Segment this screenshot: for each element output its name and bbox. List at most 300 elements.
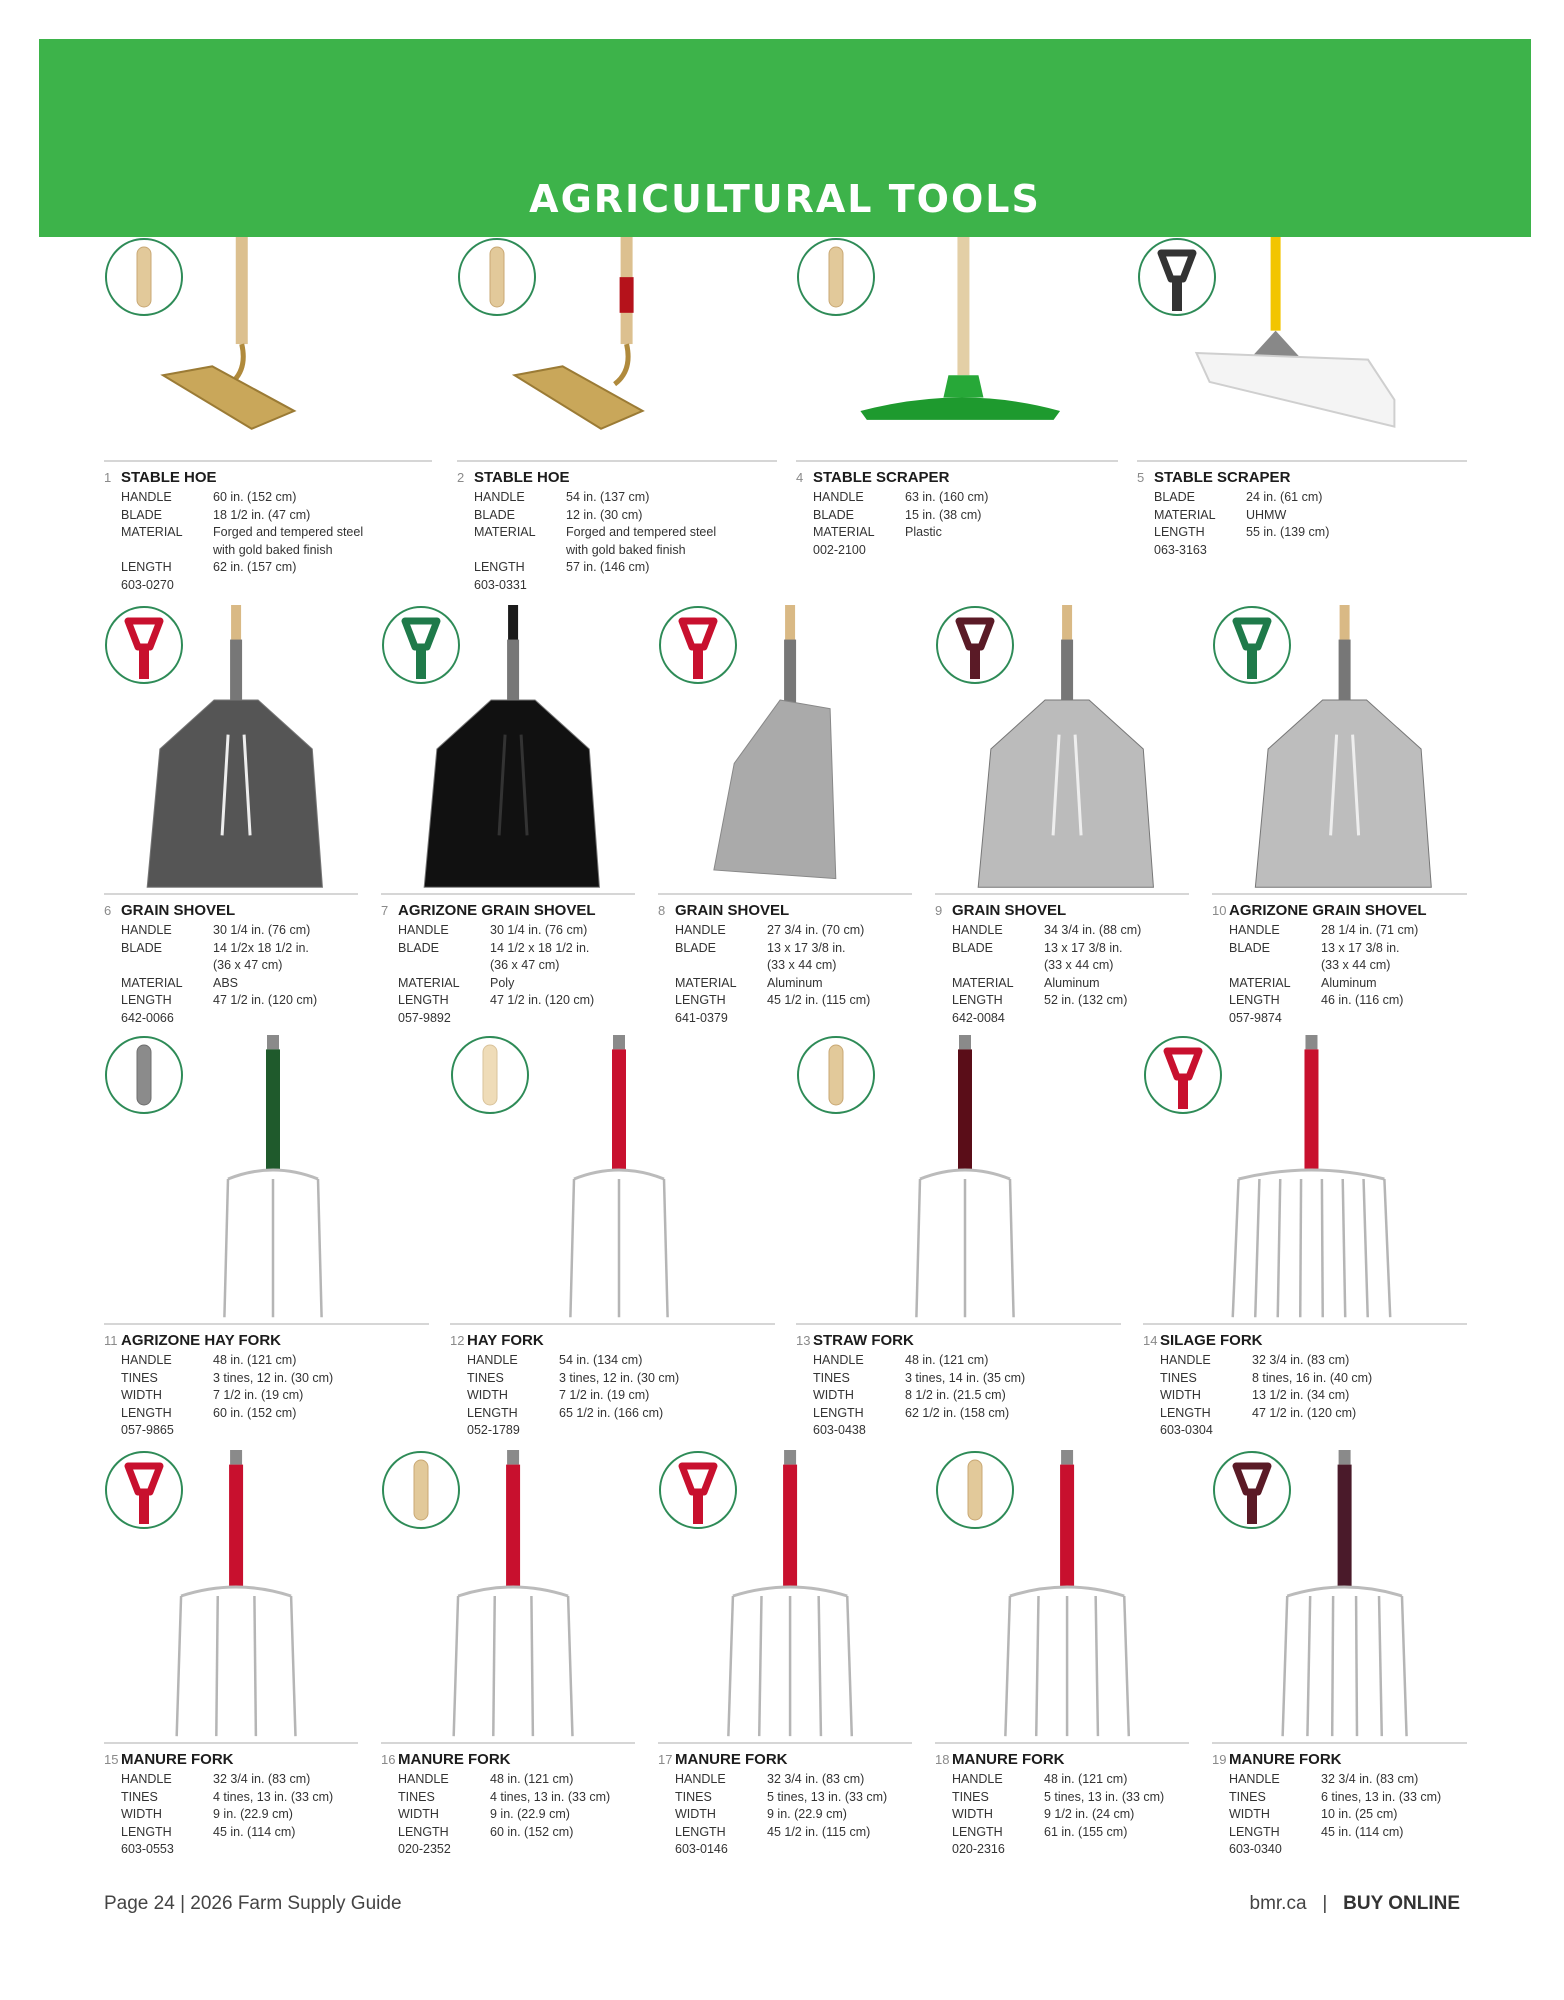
spec-value: 27 3/4 in. (70 cm) bbox=[767, 923, 865, 937]
spec-row bbox=[121, 507, 432, 525]
product-number: 18 bbox=[935, 1752, 950, 1767]
spec-label: BLADE bbox=[1229, 940, 1270, 955]
product-name: GRAIN SHOVEL bbox=[675, 902, 790, 919]
product-sku: 603-0331 bbox=[474, 577, 527, 592]
product-info bbox=[1137, 460, 1467, 559]
spec-list bbox=[398, 1771, 635, 1859]
spec-value: Plastic bbox=[905, 525, 942, 539]
handle-detail-icon bbox=[660, 607, 736, 683]
product-image bbox=[381, 1450, 635, 1742]
product-image-frame bbox=[658, 1450, 912, 1742]
product-info bbox=[796, 460, 1118, 559]
spec-value: 15 in. (38 cm) bbox=[905, 507, 982, 522]
spec-value: ABS bbox=[213, 975, 239, 990]
product-name: STABLE SCRAPER bbox=[1154, 469, 1291, 486]
product-info bbox=[1212, 893, 1467, 1027]
product-image bbox=[796, 1035, 1121, 1323]
handle-detail-icon bbox=[106, 1452, 182, 1528]
spec-label: LENGTH bbox=[1229, 1824, 1280, 1839]
spec-label: WIDTH bbox=[121, 1388, 162, 1402]
product-number: 6 bbox=[104, 903, 112, 918]
product-image bbox=[104, 605, 358, 893]
handle-detail-icon bbox=[383, 607, 459, 683]
spec-label: LENGTH bbox=[952, 993, 1003, 1007]
handle-detail-icon bbox=[1214, 607, 1290, 683]
spec-value: 3 tines, 12 in. (30 cm) bbox=[559, 1370, 680, 1385]
product-number: 14 bbox=[1143, 1333, 1158, 1348]
spec-list bbox=[121, 489, 432, 594]
product-name: GRAIN SHOVEL bbox=[952, 902, 1067, 919]
product-number: 4 bbox=[796, 470, 804, 485]
spec-row bbox=[121, 489, 432, 507]
product-image bbox=[935, 605, 1189, 893]
spec-row bbox=[121, 1352, 429, 1370]
spec-row bbox=[474, 559, 777, 577]
spec-value: 30 1/4 in. (76 cm) bbox=[490, 923, 588, 937]
spec-value: 32 3/4 in. (83 cm) bbox=[1252, 1353, 1350, 1367]
spec-label: WIDTH bbox=[675, 1807, 716, 1821]
spec-label: WIDTH bbox=[121, 1807, 162, 1821]
spec-row bbox=[1229, 1789, 1467, 1807]
product-title bbox=[104, 469, 432, 486]
spec-row bbox=[675, 1824, 912, 1842]
spec-row bbox=[121, 940, 358, 975]
spec-label: LENGTH bbox=[467, 1405, 518, 1420]
spec-row bbox=[121, 1806, 358, 1824]
spec-value: 54 in. (134 cm) bbox=[559, 1353, 643, 1367]
product-image bbox=[450, 1035, 775, 1323]
product-image-frame bbox=[457, 237, 777, 460]
product-image bbox=[104, 1035, 429, 1323]
spec-label: TINES bbox=[1229, 1789, 1266, 1804]
spec-row bbox=[121, 922, 358, 940]
spec-row bbox=[675, 1806, 912, 1824]
product-image-frame bbox=[1143, 1035, 1467, 1323]
spec-value: 45 1/2 in. (115 cm) bbox=[767, 993, 871, 1007]
spec-list bbox=[1229, 1771, 1467, 1859]
spec-label: WIDTH bbox=[952, 1807, 993, 1821]
spec-label: WIDTH bbox=[1160, 1388, 1201, 1402]
spec-row bbox=[1229, 1806, 1467, 1824]
product-name: MANURE FORK bbox=[952, 1751, 1065, 1768]
product-title bbox=[104, 1751, 358, 1768]
product-name: MANURE FORK bbox=[398, 1751, 511, 1768]
spec-label: TINES bbox=[121, 1789, 158, 1804]
spec-label: HANDLE bbox=[813, 490, 864, 504]
product-number: 2 bbox=[457, 470, 465, 485]
spec-row bbox=[675, 1771, 912, 1789]
product-sku: 641-0379 bbox=[675, 1010, 728, 1025]
product-info bbox=[104, 1742, 358, 1859]
spec-label: HANDLE bbox=[121, 923, 172, 937]
spec-row bbox=[675, 1789, 912, 1807]
product-info bbox=[104, 1323, 429, 1440]
spec-row bbox=[952, 992, 1189, 1010]
spec-row bbox=[467, 1370, 775, 1388]
handle-detail-icon bbox=[452, 1037, 528, 1113]
spec-label: BLADE bbox=[952, 940, 993, 955]
spec-row bbox=[121, 1387, 429, 1405]
spec-value: 7 1/2 in. (19 cm) bbox=[213, 1388, 304, 1402]
handle-detail-icon bbox=[106, 607, 182, 683]
product-number: 19 bbox=[1212, 1752, 1227, 1767]
product-title bbox=[457, 469, 777, 486]
spec-label: TINES bbox=[952, 1789, 989, 1804]
product-sku: 020-2352 bbox=[398, 1842, 451, 1856]
spec-value: 60 in. (152 cm) bbox=[213, 490, 297, 504]
spec-value: 46 in. (116 cm) bbox=[1321, 993, 1404, 1007]
spec-label: HANDLE bbox=[813, 1353, 864, 1367]
spec-row bbox=[121, 1405, 429, 1423]
spec-value: 54 in. (137 cm) bbox=[566, 490, 650, 504]
handle-detail-icon bbox=[383, 1452, 459, 1528]
spec-label: HANDLE bbox=[952, 1772, 1003, 1786]
spec-row bbox=[952, 940, 1189, 975]
spec-value: 8 tines, 16 in. (40 cm) bbox=[1252, 1370, 1373, 1385]
product-image-frame bbox=[104, 605, 358, 893]
product-info bbox=[796, 1323, 1121, 1440]
spec-list bbox=[1160, 1352, 1467, 1440]
spec-row bbox=[675, 992, 912, 1010]
spec-value: Aluminum bbox=[767, 975, 823, 990]
handle-detail-icon bbox=[798, 239, 874, 315]
spec-value: 13 1/2 in. (34 cm) bbox=[1252, 1388, 1350, 1402]
product-number: 13 bbox=[796, 1333, 811, 1348]
spec-label: HANDLE bbox=[675, 923, 726, 937]
product-title bbox=[1212, 902, 1467, 919]
handle-detail-icon bbox=[660, 1452, 736, 1528]
product-image-frame bbox=[381, 1450, 635, 1742]
product-sku: 002-2100 bbox=[813, 542, 866, 557]
spec-label: MATERIAL bbox=[813, 525, 875, 539]
product-image bbox=[457, 237, 777, 460]
product-sku: 603-0146 bbox=[675, 1842, 728, 1856]
spec-value: 14 1/2x 18 1/2 in. (36 x 47 cm) bbox=[213, 940, 309, 972]
spec-row bbox=[398, 940, 635, 975]
spec-row bbox=[813, 1405, 1121, 1423]
spec-value: Poly bbox=[490, 975, 515, 990]
product-info bbox=[658, 1742, 912, 1859]
spec-value: 52 in. (132 cm) bbox=[1044, 993, 1128, 1007]
spec-row bbox=[1154, 507, 1467, 525]
product-title bbox=[1143, 1332, 1467, 1349]
product-image-frame bbox=[450, 1035, 775, 1323]
spec-label: BLADE bbox=[675, 940, 716, 955]
spec-row bbox=[813, 507, 1118, 525]
spec-row bbox=[398, 975, 635, 993]
product-title bbox=[1212, 1751, 1467, 1768]
spec-row bbox=[121, 1771, 358, 1789]
spec-label: WIDTH bbox=[467, 1388, 508, 1402]
spec-value: 48 in. (121 cm) bbox=[1044, 1772, 1128, 1786]
product-sku: 603-0270 bbox=[121, 577, 174, 592]
product-info bbox=[935, 893, 1189, 1027]
spec-value: 24 in. (61 cm) bbox=[1246, 490, 1323, 504]
spec-label: LENGTH bbox=[474, 560, 525, 574]
spec-value: 62 1/2 in. (158 cm) bbox=[905, 1405, 1010, 1420]
product-number: 9 bbox=[935, 903, 943, 918]
spec-label: LENGTH bbox=[675, 993, 726, 1007]
product-sku: 642-0084 bbox=[952, 1010, 1005, 1025]
spec-list bbox=[1154, 489, 1467, 559]
product-title bbox=[104, 902, 358, 919]
header-banner bbox=[39, 39, 1531, 237]
spec-value: 14 1/2 x 18 1/2 in. (36 x 47 cm) bbox=[490, 940, 590, 972]
handle-detail-icon bbox=[106, 1037, 182, 1113]
product-sku: 052-1789 bbox=[467, 1423, 520, 1437]
spec-label: BLADE bbox=[1154, 490, 1195, 504]
product-title bbox=[658, 902, 912, 919]
spec-value: 3 tines, 12 in. (30 cm) bbox=[213, 1370, 334, 1385]
spec-label: BLADE bbox=[813, 507, 854, 522]
product-number: 5 bbox=[1137, 470, 1145, 485]
spec-value: UHMW bbox=[1246, 507, 1287, 522]
spec-value: 45 1/2 in. (115 cm) bbox=[767, 1824, 871, 1839]
spec-row bbox=[398, 1789, 635, 1807]
spec-value: 12 in. (30 cm) bbox=[566, 507, 643, 522]
spec-value: 60 in. (152 cm) bbox=[490, 1824, 574, 1839]
spec-label: LENGTH bbox=[121, 993, 172, 1007]
spec-list bbox=[1229, 922, 1467, 1027]
product-image-frame bbox=[658, 605, 912, 893]
spec-value: 48 in. (121 cm) bbox=[905, 1353, 989, 1367]
spec-list bbox=[675, 922, 912, 1027]
spec-value: Forged and tempered steel with gold baked finish bbox=[213, 525, 364, 557]
product-image bbox=[1143, 1035, 1467, 1323]
product-number: 17 bbox=[658, 1752, 673, 1767]
spec-row bbox=[398, 1771, 635, 1789]
product-sku: 642-0066 bbox=[121, 1010, 174, 1025]
spec-label: HANDLE bbox=[1229, 1772, 1280, 1786]
spec-label: HANDLE bbox=[675, 1772, 726, 1786]
product-info bbox=[381, 893, 635, 1027]
spec-value: 13 x 17 3/8 in. (33 x 44 cm) bbox=[1321, 940, 1400, 972]
spec-value: 45 in. (114 cm) bbox=[213, 1824, 296, 1839]
spec-value: 57 in. (146 cm) bbox=[566, 560, 650, 574]
spec-label: TINES bbox=[398, 1789, 435, 1804]
product-image bbox=[796, 237, 1118, 460]
handle-detail-icon bbox=[937, 1452, 1013, 1528]
spec-row bbox=[1160, 1405, 1467, 1423]
product-name: SILAGE FORK bbox=[1160, 1332, 1263, 1349]
spec-label: MATERIAL bbox=[1154, 507, 1216, 522]
spec-row bbox=[1160, 1352, 1467, 1370]
spec-label: HANDLE bbox=[952, 923, 1003, 937]
product-name: HAY FORK bbox=[467, 1332, 544, 1349]
spec-value: Aluminum bbox=[1321, 975, 1377, 990]
spec-label: TINES bbox=[813, 1370, 850, 1385]
spec-label: LENGTH bbox=[121, 1405, 172, 1420]
product-title bbox=[796, 1332, 1121, 1349]
spec-label: LENGTH bbox=[1160, 1405, 1211, 1420]
spec-label: HANDLE bbox=[1229, 923, 1280, 937]
product-image bbox=[104, 1450, 358, 1742]
product-image-frame bbox=[1137, 237, 1467, 460]
spec-value: 3 tines, 14 in. (35 cm) bbox=[905, 1370, 1026, 1385]
spec-row bbox=[1229, 1824, 1467, 1842]
spec-row bbox=[467, 1405, 775, 1423]
product-image bbox=[1212, 1450, 1467, 1742]
spec-value: 4 tines, 13 in. (33 cm) bbox=[213, 1789, 334, 1804]
spec-label: MATERIAL bbox=[675, 975, 737, 990]
product-info bbox=[1143, 1323, 1467, 1440]
spec-row bbox=[952, 975, 1189, 993]
spec-label: MATERIAL bbox=[398, 975, 460, 990]
spec-list bbox=[952, 922, 1189, 1027]
spec-row bbox=[813, 524, 1118, 542]
spec-value: 32 3/4 in. (83 cm) bbox=[1321, 1772, 1419, 1786]
product-image bbox=[1212, 605, 1467, 893]
spec-label: LENGTH bbox=[398, 1824, 449, 1839]
product-info bbox=[658, 893, 912, 1027]
spec-row bbox=[675, 975, 912, 993]
product-title bbox=[796, 469, 1118, 486]
product-image bbox=[658, 605, 912, 893]
spec-label: LENGTH bbox=[675, 1824, 726, 1839]
spec-value: 48 in. (121 cm) bbox=[490, 1772, 574, 1786]
spec-label: WIDTH bbox=[813, 1388, 854, 1402]
product-number: 12 bbox=[450, 1333, 465, 1348]
spec-row bbox=[474, 507, 777, 525]
spec-value: 62 in. (157 cm) bbox=[213, 560, 297, 574]
spec-value: 9 in. (22.9 cm) bbox=[490, 1807, 570, 1821]
product-name: AGRIZONE GRAIN SHOVEL bbox=[1229, 902, 1427, 919]
product-sku: 057-9874 bbox=[1229, 1010, 1282, 1025]
spec-label: LENGTH bbox=[813, 1405, 864, 1420]
spec-row bbox=[1154, 524, 1467, 542]
spec-row bbox=[952, 922, 1189, 940]
spec-label: LENGTH bbox=[121, 1824, 172, 1839]
spec-label: TINES bbox=[675, 1789, 712, 1804]
spec-row bbox=[1160, 1387, 1467, 1405]
product-number: 10 bbox=[1212, 903, 1227, 918]
spec-row bbox=[398, 1824, 635, 1842]
spec-label: BLADE bbox=[121, 940, 162, 955]
spec-row bbox=[474, 524, 777, 559]
spec-row bbox=[474, 489, 777, 507]
spec-row bbox=[121, 1370, 429, 1388]
product-image bbox=[658, 1450, 912, 1742]
product-sku: 603-0340 bbox=[1229, 1842, 1282, 1856]
product-image-frame bbox=[104, 1450, 358, 1742]
spec-label: WIDTH bbox=[1229, 1807, 1270, 1821]
product-image bbox=[1137, 237, 1467, 460]
product-sku: 603-0304 bbox=[1160, 1423, 1213, 1437]
product-image-frame bbox=[104, 1035, 429, 1323]
product-number: 15 bbox=[104, 1752, 119, 1767]
spec-value: 30 1/4 in. (76 cm) bbox=[213, 923, 311, 937]
spec-row bbox=[952, 1806, 1189, 1824]
spec-row bbox=[1229, 1771, 1467, 1789]
spec-value: Forged and tempered steel with gold baked finish bbox=[566, 525, 717, 557]
product-name: MANURE FORK bbox=[1229, 1751, 1342, 1768]
product-info bbox=[450, 1323, 775, 1440]
spec-list bbox=[675, 1771, 912, 1859]
spec-value: 4 tines, 13 in. (33 cm) bbox=[490, 1789, 611, 1804]
handle-detail-icon bbox=[798, 1037, 874, 1113]
handle-detail-icon bbox=[1139, 239, 1215, 315]
buy-online-link[interactable]: BUY ONLINE bbox=[1343, 1893, 1460, 1914]
spec-label: MATERIAL bbox=[1229, 975, 1291, 990]
spec-value: 65 1/2 in. (166 cm) bbox=[559, 1405, 664, 1420]
spec-row bbox=[121, 1824, 358, 1842]
product-image-frame bbox=[935, 605, 1189, 893]
product-info bbox=[104, 460, 432, 594]
spec-value: 13 x 17 3/8 in. (33 x 44 cm) bbox=[767, 940, 846, 972]
site-link[interactable]: bmr.ca bbox=[1249, 1893, 1307, 1914]
product-image-frame bbox=[104, 237, 432, 460]
spec-row bbox=[813, 1370, 1121, 1388]
product-name: AGRIZONE HAY FORK bbox=[121, 1332, 282, 1349]
spec-value: 63 in. (160 cm) bbox=[905, 490, 989, 504]
spec-label: HANDLE bbox=[398, 923, 449, 937]
spec-label: TINES bbox=[467, 1370, 504, 1385]
product-info bbox=[1212, 1742, 1467, 1859]
product-image-frame bbox=[935, 1450, 1189, 1742]
spec-list bbox=[813, 1352, 1121, 1440]
spec-value: 9 1/2 in. (24 cm) bbox=[1044, 1807, 1135, 1821]
spec-value: 7 1/2 in. (19 cm) bbox=[559, 1388, 650, 1402]
spec-value: 9 in. (22.9 cm) bbox=[213, 1807, 293, 1821]
spec-value: 47 1/2 in. (120 cm) bbox=[490, 993, 595, 1007]
handle-detail-icon bbox=[1214, 1452, 1290, 1528]
spec-row bbox=[467, 1387, 775, 1405]
spec-value: 5 tines, 13 in. (33 cm) bbox=[767, 1789, 888, 1804]
spec-value: Aluminum bbox=[1044, 975, 1100, 990]
product-info bbox=[381, 1742, 635, 1859]
spec-label: HANDLE bbox=[467, 1353, 518, 1367]
product-name: STABLE SCRAPER bbox=[813, 469, 950, 486]
spec-label: LENGTH bbox=[398, 993, 449, 1007]
spec-label: HANDLE bbox=[1160, 1353, 1211, 1367]
spec-label: HANDLE bbox=[121, 1772, 172, 1786]
spec-list bbox=[121, 1352, 429, 1440]
product-image bbox=[381, 605, 635, 893]
spec-row bbox=[1154, 489, 1467, 507]
spec-row bbox=[121, 1789, 358, 1807]
spec-value: 47 1/2 in. (120 cm) bbox=[213, 993, 318, 1007]
spec-row bbox=[1229, 922, 1467, 940]
handle-detail-icon bbox=[1145, 1037, 1221, 1113]
spec-label: LENGTH bbox=[121, 560, 172, 574]
product-sku: 057-9865 bbox=[121, 1423, 174, 1437]
spec-label: LENGTH bbox=[1229, 993, 1280, 1007]
spec-row bbox=[952, 1824, 1189, 1842]
handle-detail-icon bbox=[459, 239, 535, 315]
spec-row bbox=[813, 489, 1118, 507]
spec-row bbox=[1229, 992, 1467, 1010]
product-info bbox=[935, 1742, 1189, 1859]
product-number: 8 bbox=[658, 903, 666, 918]
product-name: STRAW FORK bbox=[813, 1332, 914, 1349]
spec-label: LENGTH bbox=[1154, 525, 1205, 539]
product-number: 11 bbox=[104, 1333, 118, 1348]
spec-value: 55 in. (139 cm) bbox=[1246, 525, 1330, 539]
spec-label: HANDLE bbox=[121, 1353, 172, 1367]
spec-label: BLADE bbox=[121, 507, 162, 522]
product-name: STABLE HOE bbox=[121, 469, 217, 486]
spec-value: 47 1/2 in. (120 cm) bbox=[1252, 1405, 1357, 1420]
product-sku: 020-2316 bbox=[952, 1842, 1005, 1856]
spec-value: 48 in. (121 cm) bbox=[213, 1353, 297, 1367]
handle-detail-icon bbox=[106, 239, 182, 315]
product-sku: 603-0553 bbox=[121, 1842, 174, 1856]
spec-row bbox=[1229, 940, 1467, 975]
product-info bbox=[104, 893, 358, 1027]
product-sku: 063-3163 bbox=[1154, 542, 1207, 557]
spec-row bbox=[813, 1387, 1121, 1405]
product-title bbox=[658, 1751, 912, 1768]
